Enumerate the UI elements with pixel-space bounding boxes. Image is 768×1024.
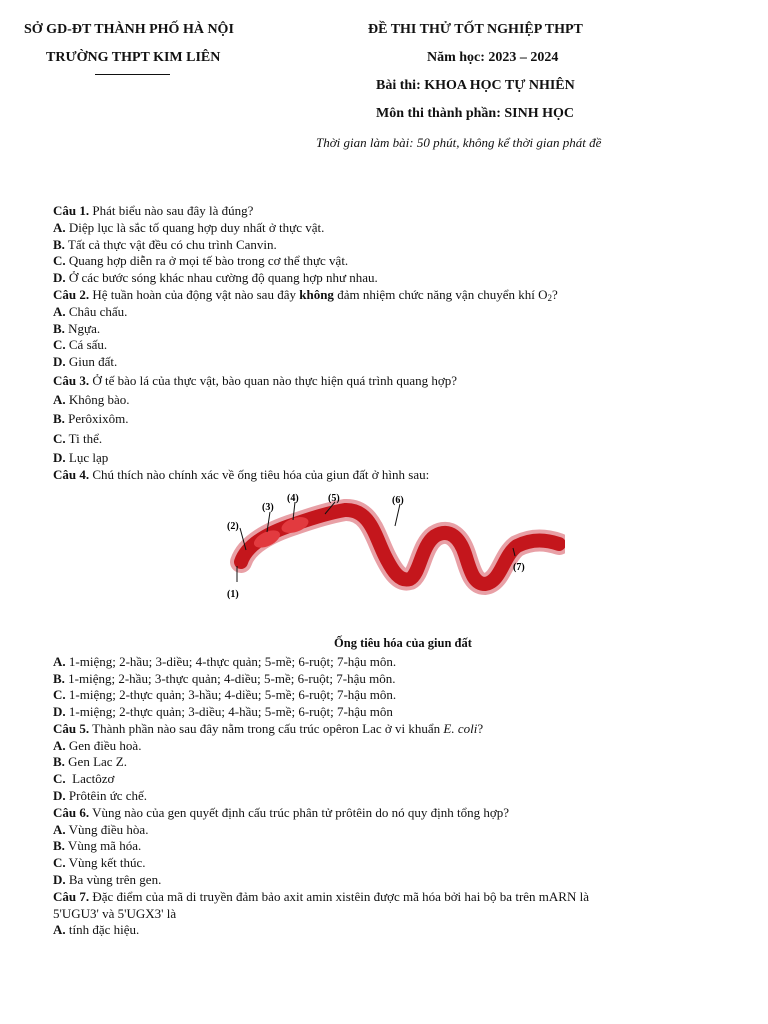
exam-subject: Bài thi: KHOA HỌC TỰ NHIÊN [376,78,575,93]
q5-option-a: A. Gen điều hoà. [53,737,142,753]
leader-line-6 [395,504,400,526]
figure-caption: Ống tiêu hóa của giun đất [334,635,472,650]
figure-label-7: (7) [513,561,525,573]
question-4: Câu 4. Chú thích nào chính xác về ống tiêu hóa của giun đất ở hình sau: [53,466,430,482]
school-department: SỞ GD-ĐT THÀNH PHỐ HÀ NỘI [24,22,234,37]
q4-option-c: C. 1-miệng; 2-thực quản; 3-hầu; 4-diều; 5-mề; 6-ruột; 7-hậu môn. [53,687,397,703]
question-3: Câu 3. Ở tế bào lá của thực vật, bào quan nào thực hiện quá trình quang hợp? [53,372,458,388]
earthworm-digestive-tract-figure [185,484,645,632]
q6-option-b: B. Vùng mã hóa. [53,838,142,854]
component-subject: Môn thi thành phần: SINH HỌC [376,106,575,121]
q5-option-c: C. Lactôzơ [53,771,115,787]
question-7-line-2: 5'UGU3' và 5'UGX3' là [53,905,177,921]
earthworm-diagram [185,484,565,632]
q1-option-b: B. Tất cả thực vật đều có chu trình Canvin. [53,236,277,252]
figure-label-5: (5) [328,492,340,504]
figure-label-1: (1) [227,588,239,600]
q3-option-b: B. Perôxixôm. [53,411,129,427]
q6-option-a: A. Vùng điều hòa. [53,821,149,837]
time-note: Thời gian làm bài: 50 phút, không kể thời gian phát đề [316,135,602,150]
q1-option-d: D. Ở các bước sóng khác nhau cường độ quang hợp như nhau. [53,270,378,286]
header-underline [95,74,170,75]
q3-option-d: D. Lục lạp [53,449,109,465]
q5-option-b: B. Gen Lac Z. [53,754,128,770]
question-2: Câu 2. Hệ tuần hoàn của động vật nào sau đây không đảm nhiệm chức năng vận chuyển khí $O_2$? [53,286,558,303]
q6-option-c: C. Vùng kết thúc. [53,855,146,871]
school-name: TRƯỜNG THPT KIM LIÊN [46,50,221,65]
question-7: Câu 7. Đặc điểm của mã di truyền đảm bảo axit amin xistêin được mã hóa bởi hai bộ ba trên mARN là [53,888,589,904]
q1-option-a: A. Diệp lục là sắc tố quang hợp duy nhất ở thực vật. [53,219,325,235]
q4-option-a: A. 1-miệng; 2-hầu; 3-diều; 4-thực quản; 5-mề; 6-ruột; 7-hậu môn. [53,653,397,669]
figure-label-6: (6) [392,494,404,506]
figure-label-3: (3) [262,501,274,513]
q4-option-b: B. 1-miệng; 2-hầu; 3-thực quản; 4-diều; 5-mề; 6-ruột; 7-hậu môn. [53,670,396,686]
q7-option-a: A. tính đặc hiệu. [53,922,140,938]
q2-option-b: B. Ngựa. [53,320,101,336]
q1-option-c: C. Quang hợp diễn ra ở mọi tế bào trong cơ thể thực vật. [53,253,349,269]
exam-title: ĐỀ THI THỬ TỐT NGHIỆP THPT [368,22,583,37]
q2-option-a: A. Châu chấu. [53,303,128,319]
q3-option-a: A. Không bào. [53,392,130,408]
question-5: Câu 5. Thành phần nào sau đây nằm trong cấu trúc opêron Lac ở vi khuẩn E. coli? [53,720,484,736]
figure-label-4: (4) [287,492,299,504]
q5-option-d: D. Prôtêin ức chế. [53,788,148,804]
q2-option-c: C. Cá sấu. [53,337,108,353]
q3-option-c: C. Ti thể. [53,430,103,446]
exam-content [53,203,743,939]
q6-option-d: D. Ba vùng trên gen. [53,872,162,888]
question-1: Câu 1. Phát biểu nào sau đây là đúng? [53,203,254,218]
question-6: Câu 6. Vùng nào của gen quyết định cấu trúc phân tử prôtêin do nó quy định tổng hợp? [53,804,509,820]
q2-option-d: D. Giun đất. [53,354,118,370]
q4-option-d: D. 1-miệng; 2-thực quản; 3-diều; 4-hầu; 5-mề; 6-ruột; 7-hậu môn [53,704,393,720]
school-year: Năm học: 2023 – 2024 [427,50,559,65]
figure-label-2: (2) [227,520,239,532]
